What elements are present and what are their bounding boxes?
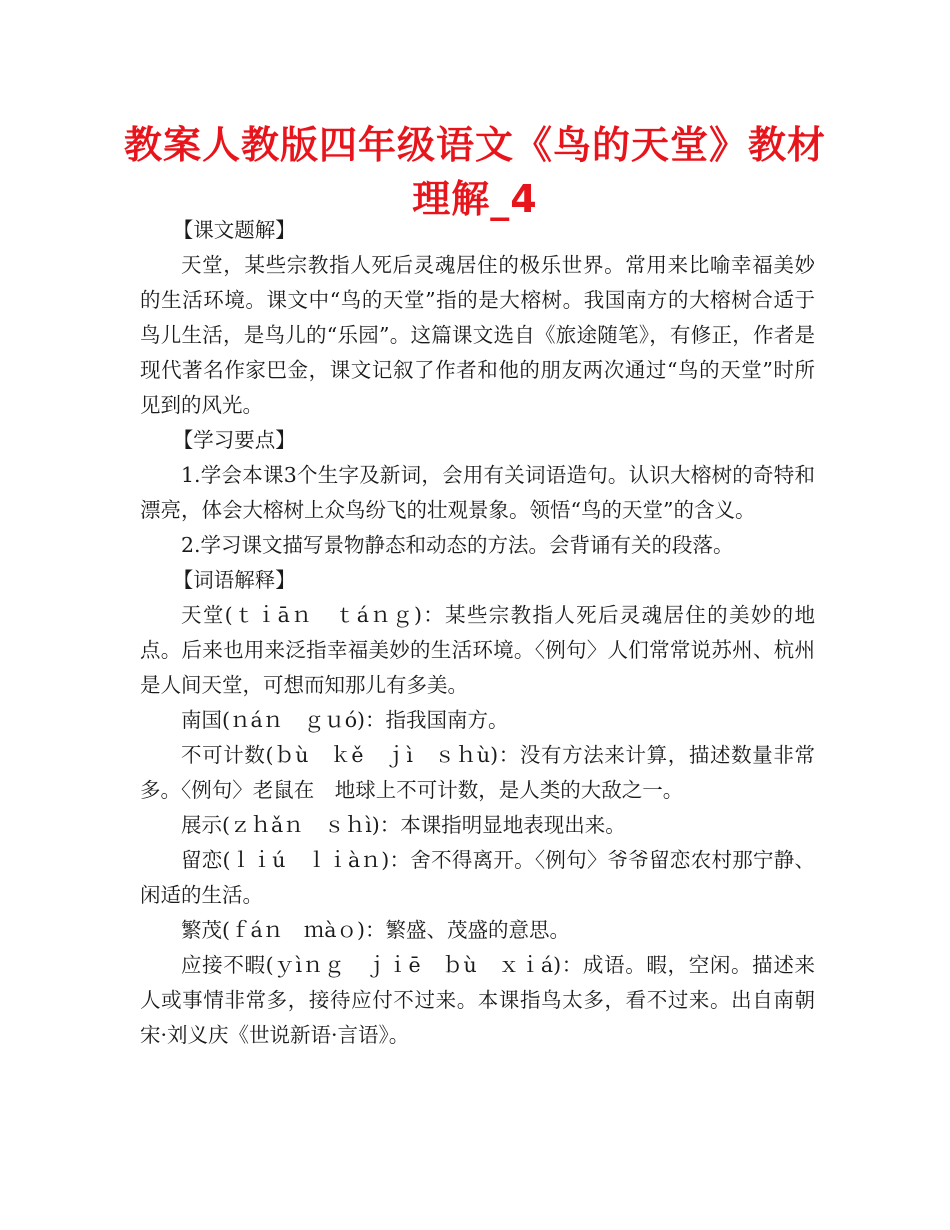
vocab-entry: 留恋(ｌｉú ｌｉàｎ)：舍不得离开。〈例句〉爷爷留恋农村那宁静、闲适的生活。: [140, 848, 815, 907]
section-heading-text-explanation: 【课文题解】: [172, 218, 296, 242]
section-heading-key-points: 【学习要点】: [172, 428, 296, 452]
key-point-2: 2.学习课文描写景物静态和动态的方法。会背诵有关的段落。: [181, 533, 734, 557]
vocab-entry: 南国(ｎáｎ ｇｕó)：指我国南方。: [181, 708, 509, 732]
vocab-entry: 天堂(ｔｉāｎ ｔáｎｇ)：某些宗教指人死后灵魂居住的美妙的地点。后来也用来泛指幸福美妙的生活环境。〈例句〉人们常常说苏州、杭州是人间天堂，可想而知那儿有多美。: [140, 603, 815, 697]
section-heading-vocabulary: 【词语解释】: [172, 568, 296, 592]
key-point-1: 1.学会本课3个生字及新词，会用有关词语造句。认识大榕树的奇特和漂亮，体会大榕树上众鸟纷飞的壮观景象。领悟“鸟的天堂”的含义。: [140, 463, 815, 522]
document-title: 教案人教版四年级语文《鸟的天堂》教材理解_4: [123, 123, 826, 221]
vocab-entry: 展示(ｚｈǎｎ ｓｈì)：本课指明显地表现出来。: [181, 813, 626, 837]
vocab-entry: 繁茂(ｆáｎ ｍàｏ)：繁盛、茂盛的意思。: [181, 918, 570, 942]
paragraph-text-explanation: 天堂，某些宗教指人死后灵魂居住的极乐世界。常用来比喻幸福美妙的生活环境。课文中“鸟的天堂”指的是大榕树。我国南方的大榕树合适于鸟儿生活，是鸟儿的“乐园”。这篇课文选自《旅途随笔》，有修正，作者是现代著名作家巴金，课文记叙了作者和他的朋友两次通过“鸟的天堂”时所见到的风光。: [140, 253, 815, 417]
document-body: [140, 213, 815, 1053]
vocab-entry: 应接不暇(ｙìｎｇ ｊｉē ｂù ｘｉá)：成语。暇，空闲。描述来人或事情非常多，接待应付不过来。本课指鸟太多，看不过来。出自南朝宋·刘义庆《世说新语·言语》。: [140, 953, 815, 1047]
vocab-entry: 不可计数(ｂù ｋě ｊì ｓｈù)：没有方法来计算，描述数量非常多。〈例句〉老鼠在 地球上不可计数，是人类的大敌之一。: [140, 743, 815, 802]
